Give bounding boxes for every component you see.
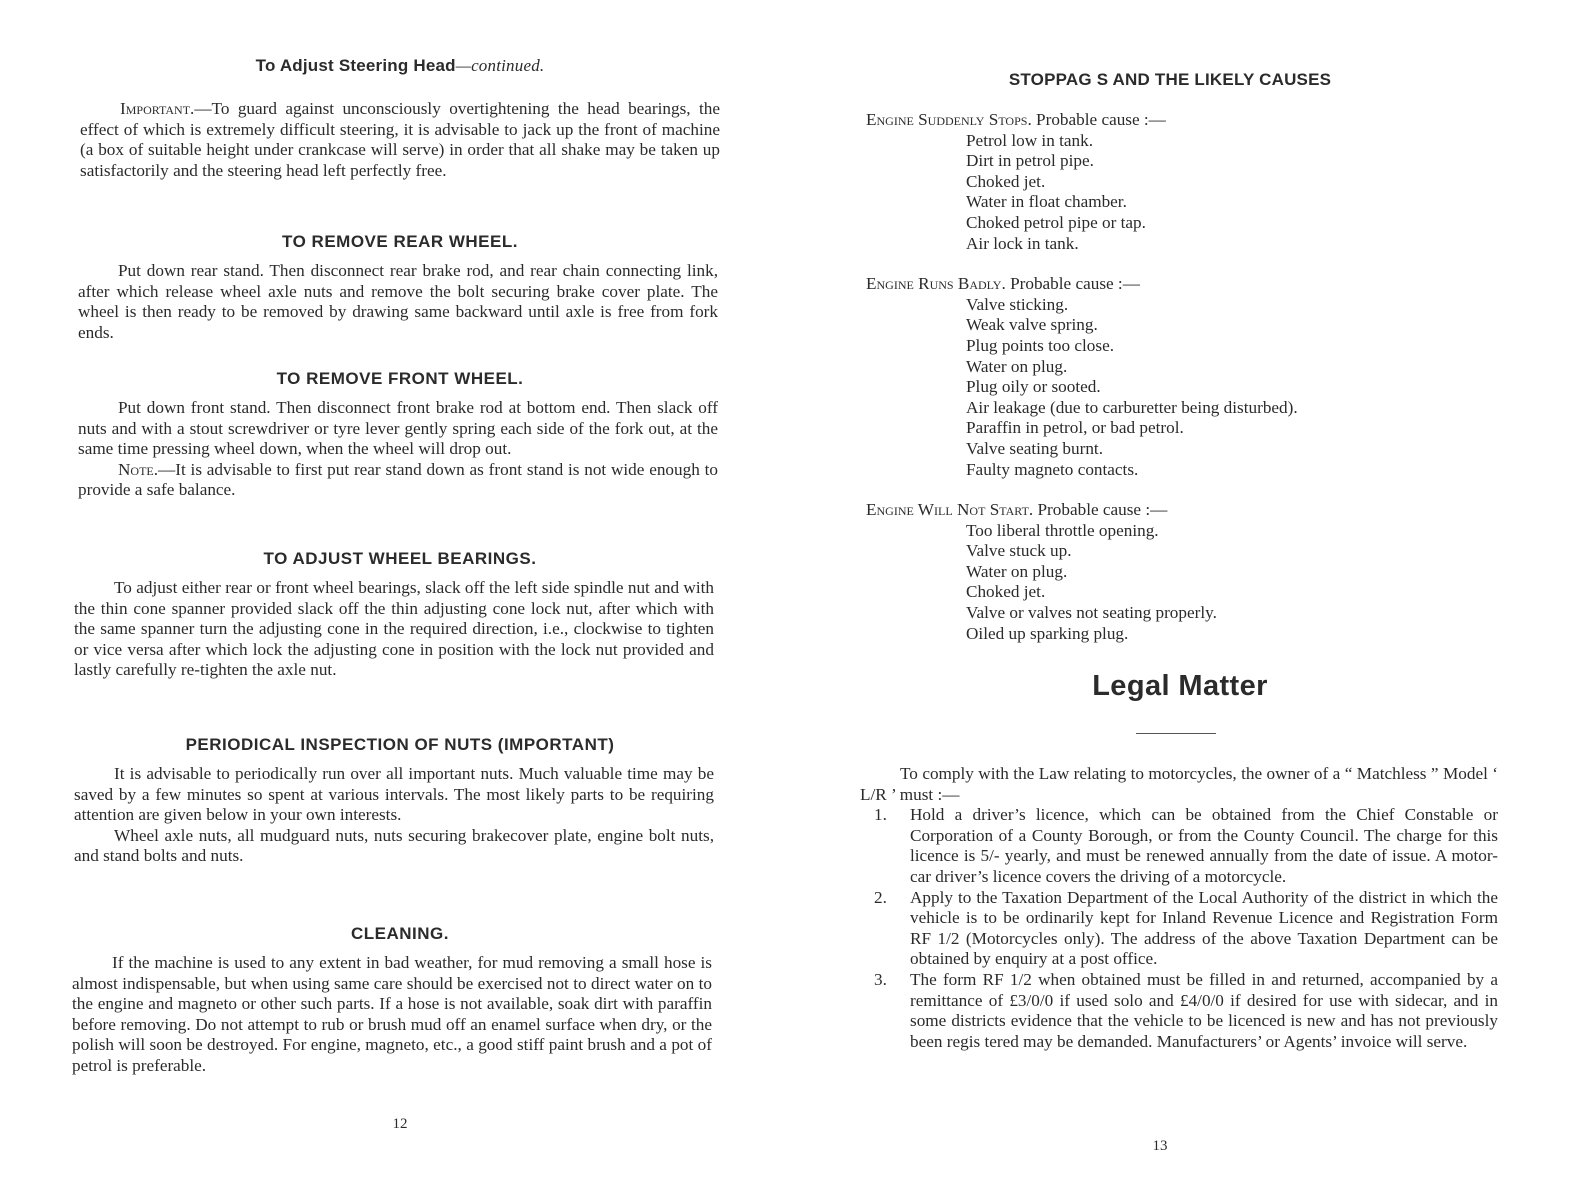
section-paragraph: It is advisable to periodically run over all important nuts. Much valuable time may be saved by a few minutes so spent at various intervals. The most likely parts to be requiring attention are given below in your own interests. bbox=[74, 764, 714, 825]
requirement-text: The form RF 1/2 when obtained must be filled in and returned, accompanied by a remittance of £3/0/0 if used solo and £4/0/0 if desired for use with sidecar, and in some districts evidence that the vehicle to be licenced is new and has not previously been regis tered may be demanded. Manufacturers’ or Agents’ invoice will serve. bbox=[910, 969, 1498, 1051]
cause-item: Valve stuck up. bbox=[966, 541, 1072, 561]
running-head-continued: —continued. bbox=[455, 56, 545, 75]
running-head-title: To Adjust Steering Head bbox=[255, 56, 456, 75]
title-rule bbox=[1136, 733, 1216, 734]
page-number: 12 bbox=[392, 1116, 408, 1132]
section-paragraph: Wheel axle nuts, all mudguard nuts, nuts securing brakecover plate, engine bolt nuts, and stand bolts and nuts. bbox=[74, 825, 714, 866]
cause-block-runs-badly bbox=[866, 274, 1506, 480]
cause-item: Water on plug. bbox=[966, 561, 1068, 581]
cause-title bbox=[866, 110, 1506, 131]
requirement-number: 2. bbox=[874, 887, 887, 907]
note-paragraph bbox=[78, 460, 718, 501]
requirement-text: Apply to the Taxation Department of the Local Authority of the district in which the vehicle is to be ordinarily kept for Inland Revenue Licence and Registration Form RF 1/2 (Motorcycles only). The address of the above Taxation Department can be obtained by enquiry at a post office. bbox=[910, 887, 1498, 969]
cause-item: Choked jet. bbox=[966, 171, 1046, 191]
cause-condition: Engine Runs Badly. bbox=[866, 274, 1006, 294]
requirement-number: 3. bbox=[874, 969, 887, 989]
section-periodical-inspection bbox=[70, 735, 730, 867]
section-heading: TO ADJUST WHEEL BEARINGS. bbox=[263, 549, 537, 568]
cause-item: Valve seating burnt. bbox=[966, 438, 1103, 458]
cause-item: Petrol low in tank. bbox=[966, 130, 1093, 150]
cause-item: Water in float chamber. bbox=[966, 192, 1127, 212]
cause-item: Choked petrol pipe or tap. bbox=[966, 212, 1146, 232]
important-label: Important. bbox=[120, 99, 195, 118]
section-front-wheel bbox=[70, 369, 730, 501]
cause-item: Air leakage (due to carburetter being disturbed). bbox=[966, 397, 1298, 417]
cause-block-will-not-start bbox=[866, 500, 1506, 644]
cause-item: Water on plug. bbox=[966, 356, 1068, 376]
cause-block-suddenly-stops bbox=[866, 110, 1506, 254]
cause-label: Probable cause :— bbox=[1005, 274, 1140, 294]
cause-item: Valve or valves not seating properly. bbox=[966, 603, 1217, 623]
cause-title bbox=[866, 274, 1506, 295]
note-label: Note. bbox=[118, 459, 159, 479]
section-cleaning bbox=[70, 924, 730, 1077]
stoppage-causes bbox=[866, 110, 1506, 644]
cause-item: Plug oily or sooted. bbox=[966, 377, 1101, 397]
section-paragraph: Put down front stand. Then disconnect front brake rod at bottom end. Then slack off nuts and with a stout screwdriver or tyre lever gently spring each side of the fork out, at the same time pressing wheel down, when the wheel will drop out. bbox=[78, 398, 718, 459]
cause-item: Plug points too close. bbox=[966, 335, 1115, 355]
right-running-head: STOPPAG S AND THE LIKELY CAUSES bbox=[1008, 70, 1332, 89]
legal-requirements-list bbox=[860, 805, 1498, 1052]
cause-item: Oiled up sparking plug. bbox=[966, 623, 1129, 643]
legal-requirement bbox=[860, 888, 1498, 970]
section-paragraph: Put down rear stand. Then disconnect rear brake rod, and rear chain connecting link, after which release wheel axle nuts and remove the bolt securing brake cover plate. The wheel is then ready to be removed by drawing same backward until axle is free from fork ends. bbox=[78, 261, 718, 342]
section-heading: CLEANING. bbox=[351, 924, 449, 943]
cause-label: Probable cause :— bbox=[1031, 110, 1166, 129]
important-paragraph bbox=[80, 99, 720, 181]
cause-item: Choked jet. bbox=[966, 582, 1046, 602]
cause-item: Paraffin in petrol, or bad petrol. bbox=[966, 418, 1184, 438]
section-heading: TO REMOVE REAR WHEEL. bbox=[282, 232, 518, 251]
legal-intro: To comply with the Law relating to motorcycles, the owner of a “ Matchless ” Model ‘ L/R ’ must :— bbox=[860, 764, 1498, 804]
cause-item: Too liberal throttle opening. bbox=[966, 520, 1159, 540]
cause-condition: Engine Suddenly Stops. bbox=[866, 110, 1032, 129]
legal-section bbox=[860, 764, 1498, 1052]
legal-matter-title: Legal Matter bbox=[1092, 670, 1268, 702]
right-page bbox=[860, 0, 1520, 1190]
cause-item: Faulty magneto contacts. bbox=[966, 459, 1139, 479]
section-wheel-bearings bbox=[70, 549, 730, 681]
section-paragraph: To adjust either rear or front wheel bearings, slack off the left side spindle nut and with the thin cone spanner provided slack off the thin adjusting cone lock nut, after which with the same spanner turn the adjusting cone in the required direction, i.e., clockwise to tighten or vice versa after which lock the adjusting cone in position with the lock nut provided and lastly carefully re-tighten the axle nut. bbox=[74, 578, 714, 680]
legal-requirement bbox=[860, 970, 1498, 1052]
requirement-text: Hold a driver’s licence, which can be obtained from the Chief Constable or Corporation of a County Borough, or from the County Council. The charge for this licence is 5/- yearly, and must be renewed annually from the date of issue. A motor-car driver’s licence covers the driving of a motorcycle. bbox=[910, 805, 1498, 886]
left-running-head bbox=[70, 56, 730, 76]
cause-condition: Engine Will Not Start. bbox=[866, 500, 1034, 520]
section-heading: PERIODICAL INSPECTION OF NUTS (IMPORTANT) bbox=[185, 735, 615, 754]
left-page bbox=[70, 0, 730, 1190]
cause-item: Dirt in petrol pipe. bbox=[966, 151, 1094, 171]
section-heading: TO REMOVE FRONT WHEEL. bbox=[276, 369, 524, 388]
requirement-number: 1. bbox=[874, 805, 887, 825]
section-paragraph: If the machine is used to any extent in bad weather, for mud removing a small hose is almost indispensable, but when using same care should be exercised not to direct water on to the engine and magneto or other such parts. If a hose is not available, soak dirt with paraffin before removing. Do not attempt to rub or brush mud off an enamel surface when dry, or the polish will soon be destroyed. For engine, magneto, etc., a good stiff paint brush and a pot of petrol is preferable. bbox=[72, 953, 712, 1075]
cause-item: Weak valve spring. bbox=[966, 315, 1098, 335]
cause-label: Probable cause :— bbox=[1033, 500, 1168, 520]
section-rear-wheel bbox=[70, 232, 730, 343]
note-text: —It is advisable to first put rear stand down as front stand is not wide enough to provide a safe balance. bbox=[78, 459, 718, 500]
cause-item: Air lock in tank. bbox=[966, 233, 1079, 253]
cause-title bbox=[866, 500, 1506, 521]
page-number: 13 bbox=[1152, 1138, 1168, 1154]
legal-requirement bbox=[860, 805, 1498, 887]
cause-item: Valve sticking. bbox=[966, 294, 1069, 314]
important-text: —To guard against unconsciously overtightening the head bearings, the effect of which is extremely difficult steering, it is advisable to jack up the front of machine (a box of suitable height under crankcase will serve) in order that all shake may be taken up satisfactorily and the steering head left perfectly free. bbox=[80, 99, 720, 180]
